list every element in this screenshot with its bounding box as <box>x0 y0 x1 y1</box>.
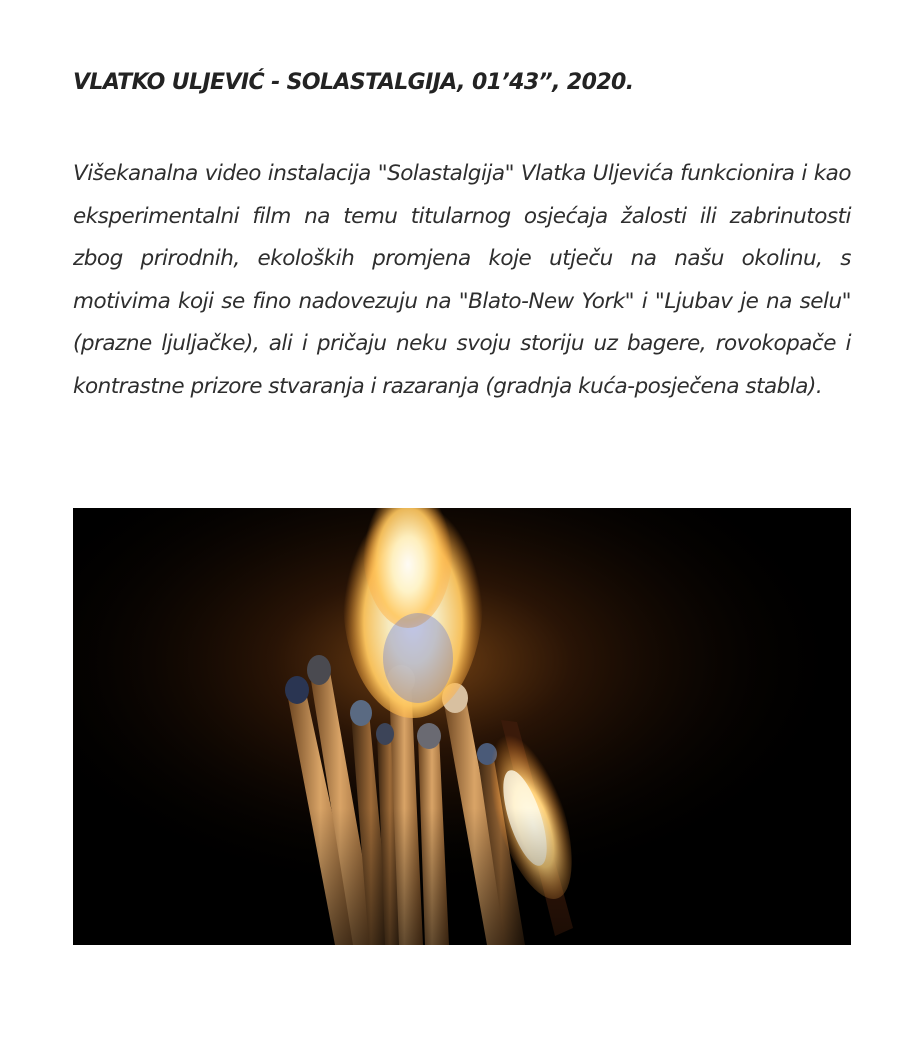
burning-matches-image <box>73 508 851 945</box>
article-body: Višekanalna video instalacija "Solastalgija" Vlatka Uljevića funkcionira i kao eksperimentalni film na temu titularnog osjećaja žalosti ili zabrinutosti zbog prirodnih, ekoloških promjena koje utječu na našu okolinu, s motivima koji se fino nadovezuju na "Blato-New York" i "Ljubav je na selu" (prazne ljuljačke), ali i pričaju neku svoju storiju uz bagere, rovokopače i kontrastne prizore stvaranja i razaranja (gradnja kuća-posječena stabla). <box>73 161 851 399</box>
burning-matches-photo <box>73 508 851 945</box>
article-title: VLATKO ULJEVIĆ - SOLASTALGIJA, 01’43”, 2020. <box>73 70 634 95</box>
